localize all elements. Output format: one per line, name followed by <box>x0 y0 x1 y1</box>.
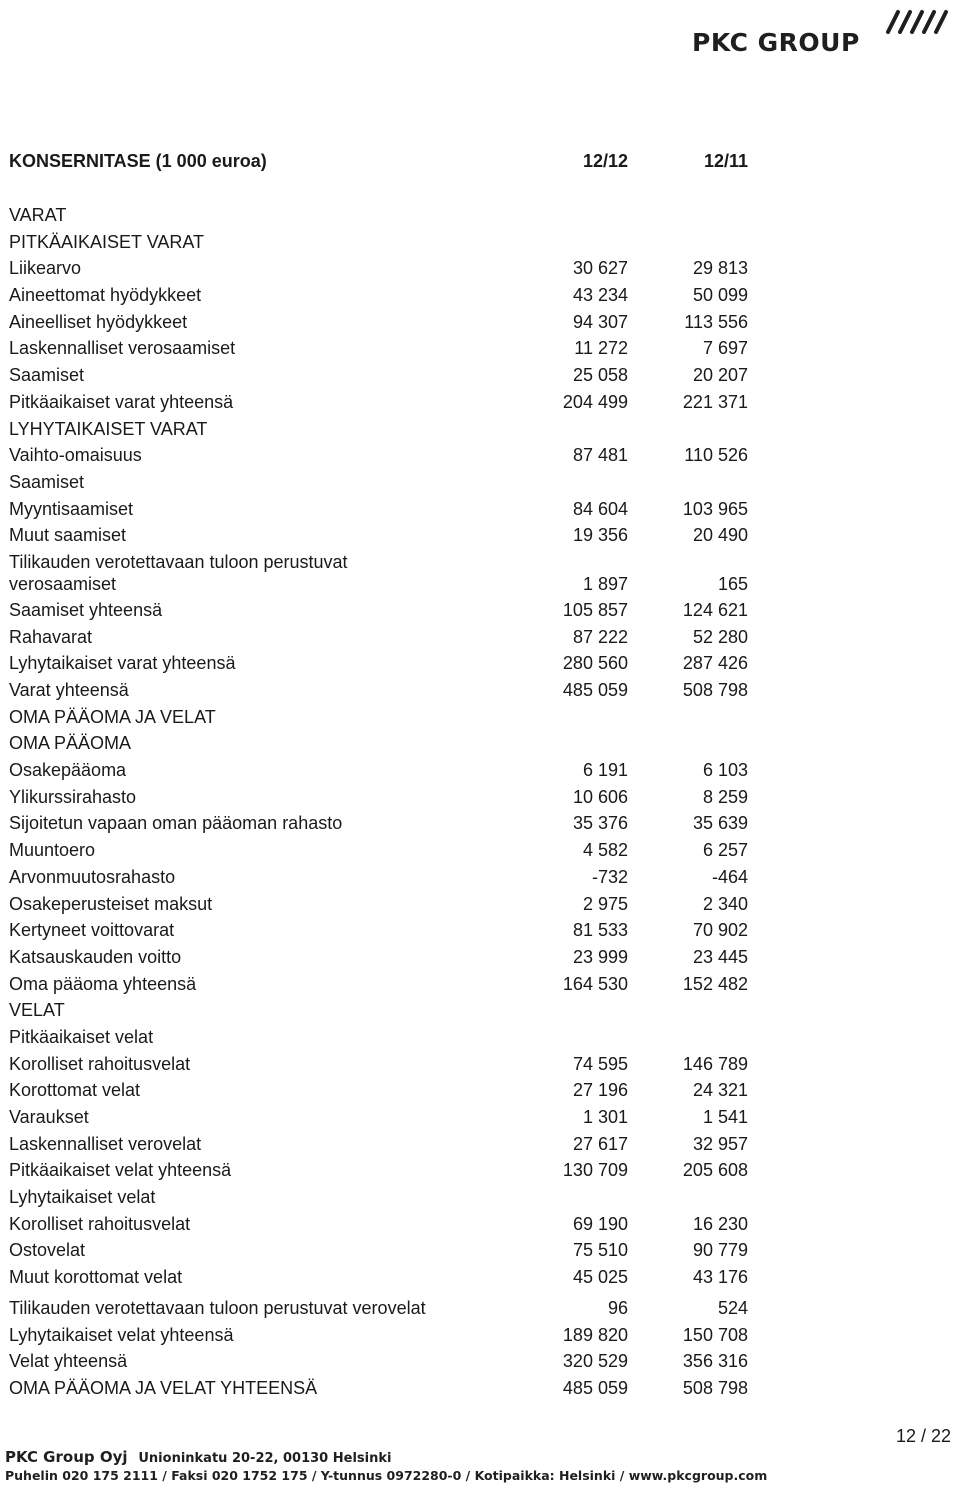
row-label: Oma pääoma yhteensä <box>9 973 197 994</box>
row-label: Velat yhteensä <box>9 1351 128 1372</box>
row-value-12-12: 1 897 <box>582 573 628 594</box>
row-value-12-12: -732 <box>591 866 628 887</box>
table-row <box>9 202 769 229</box>
table-title: KONSERNITASE (1 000 euroa) <box>9 151 267 171</box>
row-value-12-12: 43 234 <box>572 285 628 306</box>
table-row <box>9 282 769 309</box>
column-header-12-12: 12/12 <box>582 151 628 171</box>
row-value-12-11: 110 526 <box>684 445 748 466</box>
row-value-12-11: 29 813 <box>692 258 748 279</box>
row-label: Korolliset rahoitusvelat <box>9 1213 191 1234</box>
row-value-12-11: 205 608 <box>682 1160 748 1181</box>
row-label: VELAT <box>9 1000 65 1021</box>
row-value-12-12: 94 307 <box>572 311 628 332</box>
table-row <box>9 255 769 282</box>
row-value-12-12: 75 510 <box>572 1240 628 1261</box>
row-value-12-11: 356 316 <box>682 1351 748 1372</box>
row-label: Arvonmuutosrahasto <box>9 866 176 887</box>
row-label: Liikearvo <box>9 258 82 279</box>
row-label: Tilikauden verotettavaan tuloon perustuvat verovelat <box>9 1297 426 1318</box>
row-label: Varat yhteensä <box>9 680 129 700</box>
table-row <box>9 624 769 651</box>
row-label: Laskennalliset verosaamiset <box>9 338 236 359</box>
table-header <box>9 148 769 176</box>
row-value-12-12: 74 595 <box>572 1053 628 1074</box>
row-label: OMA PÄÄOMA JA VELAT <box>9 706 216 727</box>
row-value-12-12: 11 272 <box>574 338 628 359</box>
row-label: Vaihto-omaisuus <box>9 445 142 466</box>
table-row <box>9 335 769 362</box>
pkc-group-logo <box>692 8 954 58</box>
table-row <box>9 704 769 731</box>
row-value-12-11: 6 103 <box>702 760 748 781</box>
row-label: Saamiset <box>9 365 85 386</box>
table-row <box>9 1322 769 1349</box>
row-value-12-11: 524 <box>717 1297 748 1318</box>
table-row <box>9 1211 769 1238</box>
table-row <box>9 730 769 757</box>
row-label: Aineettomat hyödykkeet <box>9 285 202 306</box>
row-value-12-11: 124 621 <box>682 599 748 620</box>
row-label: Ostovelat <box>9 1240 86 1261</box>
row-value-12-12: 10 606 <box>572 786 628 807</box>
row-value-12-11: 90 779 <box>692 1240 748 1261</box>
row-value-12-12: 130 709 <box>562 1160 628 1181</box>
table-row <box>9 677 769 704</box>
row-value-12-12: 19 356 <box>572 525 628 546</box>
row-value-12-11: 1 541 <box>702 1107 748 1127</box>
row-value-12-12: 45 025 <box>572 1267 628 1288</box>
table-row <box>9 1157 769 1184</box>
row-value-12-11: 52 280 <box>692 626 748 647</box>
row-value-12-11: 20 490 <box>692 525 748 546</box>
row-value-12-12: 2 975 <box>582 893 628 914</box>
row-value-12-11: 70 902 <box>692 920 748 941</box>
table-row <box>9 944 769 971</box>
row-value-12-12: 81 533 <box>572 920 628 941</box>
row-value-12-12: 485 059 <box>562 680 628 700</box>
footer-contact: Puhelin 020 175 2111 / Faksi 020 1752 175 / Y-tunnus 0972280-0 / Kotipaikka: Helsinki / www.pkcgroup.com <box>5 1468 768 1483</box>
row-label: Korolliset rahoitusvelat <box>9 1053 191 1074</box>
page-number: 12 / 22 <box>895 1426 951 1446</box>
table-row <box>9 1264 769 1291</box>
row-label: Sijoitetun vapaan oman pääoman rahasto <box>9 813 343 834</box>
row-value-12-11: 146 789 <box>682 1053 748 1074</box>
table-row <box>9 757 769 784</box>
table-row <box>9 1131 769 1158</box>
footer-address: Unioninkatu 20-22, 00130 Helsinki <box>138 1451 392 1466</box>
row-value-12-12: 6 191 <box>582 760 628 781</box>
row-value-12-12: 1 301 <box>582 1107 628 1127</box>
row-value-12-11: 508 798 <box>682 1377 748 1398</box>
row-value-12-12: 4 582 <box>582 840 628 861</box>
row-value-12-11: 24 321 <box>692 1080 748 1101</box>
row-value-12-11: 35 639 <box>692 813 748 834</box>
row-value-12-12: 27 196 <box>572 1080 628 1101</box>
row-label: OMA PÄÄOMA <box>9 733 132 754</box>
row-value-12-11: 2 340 <box>702 893 748 914</box>
row-label: Lyhytaikaiset varat yhteensä <box>9 653 236 674</box>
row-label: Saamiset <box>9 471 85 492</box>
table-row <box>9 362 769 389</box>
table-row <box>9 650 769 677</box>
row-value-12-11: 7 697 <box>702 338 748 359</box>
row-value-12-11: 50 099 <box>692 285 748 306</box>
balance-sheet-table <box>9 148 769 1402</box>
row-value-12-12: 105 857 <box>562 599 628 620</box>
row-value-12-12: 30 627 <box>572 258 628 279</box>
row-label: Aineelliset hyödykkeet <box>9 311 188 332</box>
row-label: Kertyneet voittovarat <box>9 920 175 941</box>
row-label: Muut saamiset <box>9 525 127 546</box>
table-row <box>9 1184 769 1211</box>
table-row <box>9 229 769 256</box>
row-value-12-11: 113 556 <box>684 311 748 332</box>
row-value-12-12: 189 820 <box>562 1324 628 1345</box>
row-value-12-11: 152 482 <box>682 973 748 994</box>
table-row <box>9 389 769 416</box>
table-row <box>9 784 769 811</box>
row-label: Tilikauden verotettavaan tuloon perustuvat verosaamiset <box>9 551 348 594</box>
footer-company: PKC Group Oyj <box>5 1448 128 1466</box>
row-value-12-12: 87 222 <box>572 626 628 647</box>
table-row <box>9 1024 769 1051</box>
row-label: Lyhytaikaiset velat <box>9 1187 156 1208</box>
row-label: Ylikurssirahasto <box>9 786 137 807</box>
row-value-12-11: 165 <box>717 573 748 594</box>
table-row <box>9 1077 769 1104</box>
row-value-12-12: 164 530 <box>562 973 628 994</box>
row-label: PITKÄAIKAISET VARAT <box>9 231 205 252</box>
row-value-12-11: 103 965 <box>682 498 748 519</box>
row-label: Lyhytaikaiset velat yhteensä <box>9 1324 234 1345</box>
row-label: Rahavarat <box>9 626 93 647</box>
row-value-12-11: 32 957 <box>692 1133 748 1154</box>
table-row <box>9 496 769 523</box>
table-row <box>9 1375 769 1402</box>
row-value-12-12: 27 617 <box>572 1133 628 1154</box>
row-value-12-11: 150 708 <box>682 1324 748 1345</box>
table-row <box>9 810 769 837</box>
row-value-12-11: -464 <box>711 866 748 887</box>
row-value-12-11: 20 207 <box>692 365 748 386</box>
table-row <box>9 1348 769 1375</box>
table-row <box>9 522 769 549</box>
table-row <box>9 1051 769 1078</box>
row-label: Katsauskauden voitto <box>9 946 182 967</box>
table-row <box>9 997 769 1024</box>
column-header-12-11: 12/11 <box>703 151 748 171</box>
row-value-12-11: 23 445 <box>692 946 748 967</box>
table-row <box>9 891 769 918</box>
table-row <box>9 442 769 469</box>
row-value-12-11: 287 426 <box>682 653 748 674</box>
row-value-12-12: 87 481 <box>572 445 628 466</box>
table-row <box>9 597 769 624</box>
row-label: Osakeperusteiset maksut <box>9 893 213 914</box>
row-value-12-12: 35 376 <box>572 813 628 834</box>
row-value-12-12: 280 560 <box>562 653 628 674</box>
row-label: Pitkäaikaiset varat yhteensä <box>9 391 234 412</box>
table-row <box>9 1104 769 1131</box>
row-label: Pitkäaikaiset velat yhteensä <box>9 1160 232 1181</box>
row-label: VARAT <box>9 205 67 225</box>
row-label: Osakepääoma <box>9 760 127 781</box>
row-value-12-11: 6 257 <box>702 840 748 861</box>
row-label: Muuntoero <box>9 840 96 861</box>
row-label: Pitkäaikaiset velat <box>9 1026 154 1047</box>
logo-stripes-icon <box>884 8 954 34</box>
row-value-12-12: 69 190 <box>572 1213 628 1234</box>
table-row <box>9 416 769 443</box>
row-value-12-11: 8 259 <box>702 786 748 807</box>
row-label: Muut korottomat velat <box>9 1267 183 1288</box>
row-label: LYHYTAIKAISET VARAT <box>9 418 208 439</box>
row-value-12-12: 320 529 <box>562 1351 628 1372</box>
table-row <box>9 837 769 864</box>
row-value-12-11: 16 230 <box>692 1213 748 1234</box>
row-value-12-12: 485 059 <box>562 1377 628 1398</box>
row-label: OMA PÄÄOMA JA VELAT YHTEENSÄ <box>9 1377 318 1398</box>
logo-text: PKC GROUP <box>692 28 860 57</box>
row-value-12-11: 221 371 <box>682 391 748 412</box>
row-value-12-12: 84 604 <box>572 498 628 519</box>
row-label: Laskennalliset verovelat <box>9 1133 202 1154</box>
row-value-12-11: 508 798 <box>682 680 748 700</box>
row-label: Korottomat velat <box>9 1080 141 1101</box>
table-row <box>9 549 769 597</box>
table-row <box>9 1237 769 1264</box>
row-label: Saamiset yhteensä <box>9 599 163 620</box>
row-label: Varaukset <box>9 1107 89 1127</box>
row-value-12-12: 204 499 <box>562 391 628 412</box>
table-row <box>9 971 769 998</box>
row-value-12-11: 43 176 <box>692 1267 748 1288</box>
table-row <box>9 917 769 944</box>
table-row <box>9 469 769 496</box>
table-row <box>9 1295 769 1322</box>
row-value-12-12: 96 <box>607 1297 628 1318</box>
row-value-12-12: 25 058 <box>572 365 628 386</box>
row-label: Myyntisaamiset <box>9 498 134 519</box>
table-row <box>9 864 769 891</box>
table-row <box>9 309 769 336</box>
row-value-12-12: 23 999 <box>572 946 628 967</box>
